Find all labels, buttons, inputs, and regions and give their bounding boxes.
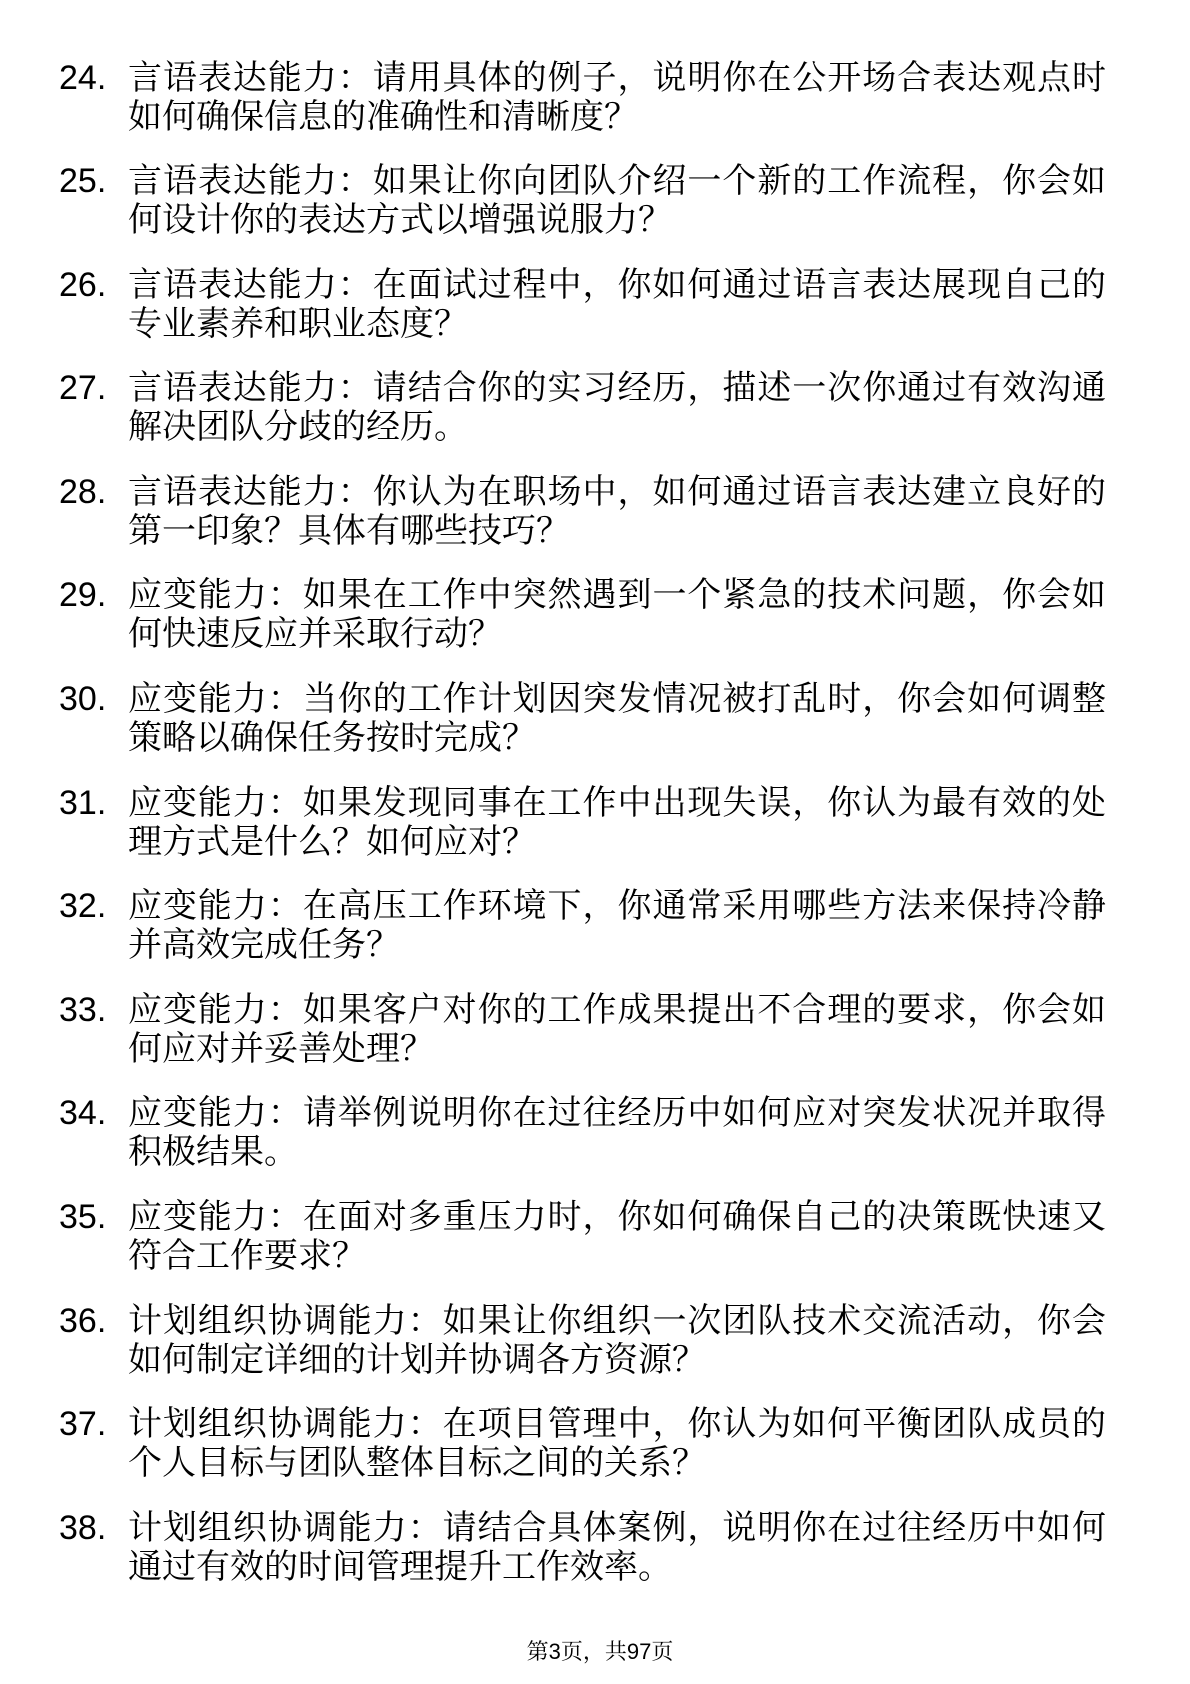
question-text-line: 言语表达能力：你认为在职场中，如何通过语言表达建立良好的 <box>128 472 1106 511</box>
question-item <box>0 1405 1190 1483</box>
question-text <box>128 576 1106 654</box>
question-text-line: 何应对并妥善处理？ <box>128 1029 434 1068</box>
question-text <box>128 1509 1106 1587</box>
question-text <box>128 162 1106 240</box>
question-number: 24. <box>59 58 107 97</box>
question-text <box>128 1405 1106 1483</box>
question-item <box>0 266 1190 344</box>
question-number: 38. <box>59 1508 107 1547</box>
question-text <box>128 59 1106 137</box>
question-text-line: 应变能力：在高压工作环境下，你通常采用哪些方法来保持冷静 <box>128 887 1106 926</box>
question-item <box>0 680 1190 758</box>
question-text <box>128 473 1106 551</box>
question-item <box>0 1094 1190 1172</box>
question-text-line: 言语表达能力：如果让你向团队介绍一个新的工作流程，你会如 <box>128 162 1106 201</box>
question-text <box>128 991 1106 1069</box>
question-number: 28. <box>59 472 107 511</box>
question-text-line: 专业素养和职业态度？ <box>128 304 468 343</box>
question-text <box>128 1302 1106 1380</box>
question-item <box>0 887 1190 965</box>
question-item <box>0 991 1190 1069</box>
question-number: 25. <box>59 162 107 201</box>
question-text-line: 解决团队分歧的经历。 <box>128 408 468 447</box>
question-number: 36. <box>59 1301 107 1340</box>
question-text-line: 应变能力：请举例说明你在过往经历中如何应对突发状况并取得 <box>128 1094 1106 1133</box>
question-item <box>0 1198 1190 1276</box>
question-number: 34. <box>59 1094 107 1133</box>
question-item <box>0 59 1190 137</box>
question-text-line: 积极结果。 <box>128 1133 298 1172</box>
question-text-line: 应变能力：如果发现同事在工作中出现失误，你认为最有效的处 <box>128 783 1106 822</box>
question-text-line: 应变能力：在面对多重压力时，你如何确保自己的决策既快速又 <box>128 1198 1106 1237</box>
question-text-line: 言语表达能力：请用具体的例子，说明你在公开场合表达观点时 <box>128 58 1106 97</box>
question-item <box>0 1509 1190 1587</box>
question-text <box>128 1198 1106 1276</box>
question-list <box>0 59 1190 1613</box>
question-number: 31. <box>59 783 107 822</box>
question-text-line: 并高效完成任务？ <box>128 926 400 965</box>
question-item <box>0 1302 1190 1380</box>
question-item <box>0 473 1190 551</box>
question-text-line: 计划组织协调能力：如果让你组织一次团队技术交流活动，你会 <box>128 1301 1106 1340</box>
question-text <box>128 266 1106 344</box>
question-text-line: 个人目标与团队整体目标之间的关系？ <box>128 1444 706 1483</box>
question-text-line: 如何制定详细的计划并协调各方资源？ <box>128 1340 706 1379</box>
question-text <box>128 887 1106 965</box>
question-text-line: 如何确保信息的准确性和清晰度？ <box>128 97 638 136</box>
question-number: 27. <box>59 369 107 408</box>
question-number: 32. <box>59 887 107 926</box>
question-text <box>128 680 1106 758</box>
page-number-label: 第3页，共97页 <box>526 1639 674 1664</box>
question-text-line: 何快速反应并采取行动？ <box>128 615 502 654</box>
question-text-line: 符合工作要求？ <box>128 1237 366 1276</box>
question-text-line: 策略以确保任务按时完成？ <box>128 719 536 758</box>
question-number: 30. <box>59 680 107 719</box>
question-text <box>128 369 1106 447</box>
question-text-line: 言语表达能力：请结合你的实习经历，描述一次你通过有效沟通 <box>128 369 1106 408</box>
question-number: 26. <box>59 265 107 304</box>
question-text <box>128 1094 1106 1172</box>
page-footer <box>0 1640 1190 1664</box>
question-text-line: 计划组织协调能力：请结合具体案例，说明你在过往经历中如何 <box>128 1508 1106 1547</box>
question-item <box>0 369 1190 447</box>
question-text-line: 何设计你的表达方式以增强说服力？ <box>128 201 672 240</box>
question-text-line: 第一印象？具体有哪些技巧？ <box>128 511 570 550</box>
question-text-line: 通过有效的时间管理提升工作效率。 <box>128 1547 672 1586</box>
question-text <box>128 784 1106 862</box>
question-text-line: 应变能力：当你的工作计划因突发情况被打乱时，你会如何调整 <box>128 680 1106 719</box>
question-text-line: 言语表达能力：在面试过程中，你如何通过语言表达展现自己的 <box>128 265 1106 304</box>
question-text-line: 计划组织协调能力：在项目管理中，你认为如何平衡团队成员的 <box>128 1405 1106 1444</box>
question-number: 35. <box>59 1198 107 1237</box>
question-text-line: 理方式是什么？如何应对？ <box>128 822 536 861</box>
question-text-line: 应变能力：如果客户对你的工作成果提出不合理的要求，你会如 <box>128 990 1106 1029</box>
question-number: 37. <box>59 1405 107 1444</box>
question-number: 33. <box>59 990 107 1029</box>
question-item <box>0 162 1190 240</box>
question-text-line: 应变能力：如果在工作中突然遇到一个紧急的技术问题，你会如 <box>128 576 1106 615</box>
question-item <box>0 576 1190 654</box>
question-item <box>0 784 1190 862</box>
question-number: 29. <box>59 576 107 615</box>
